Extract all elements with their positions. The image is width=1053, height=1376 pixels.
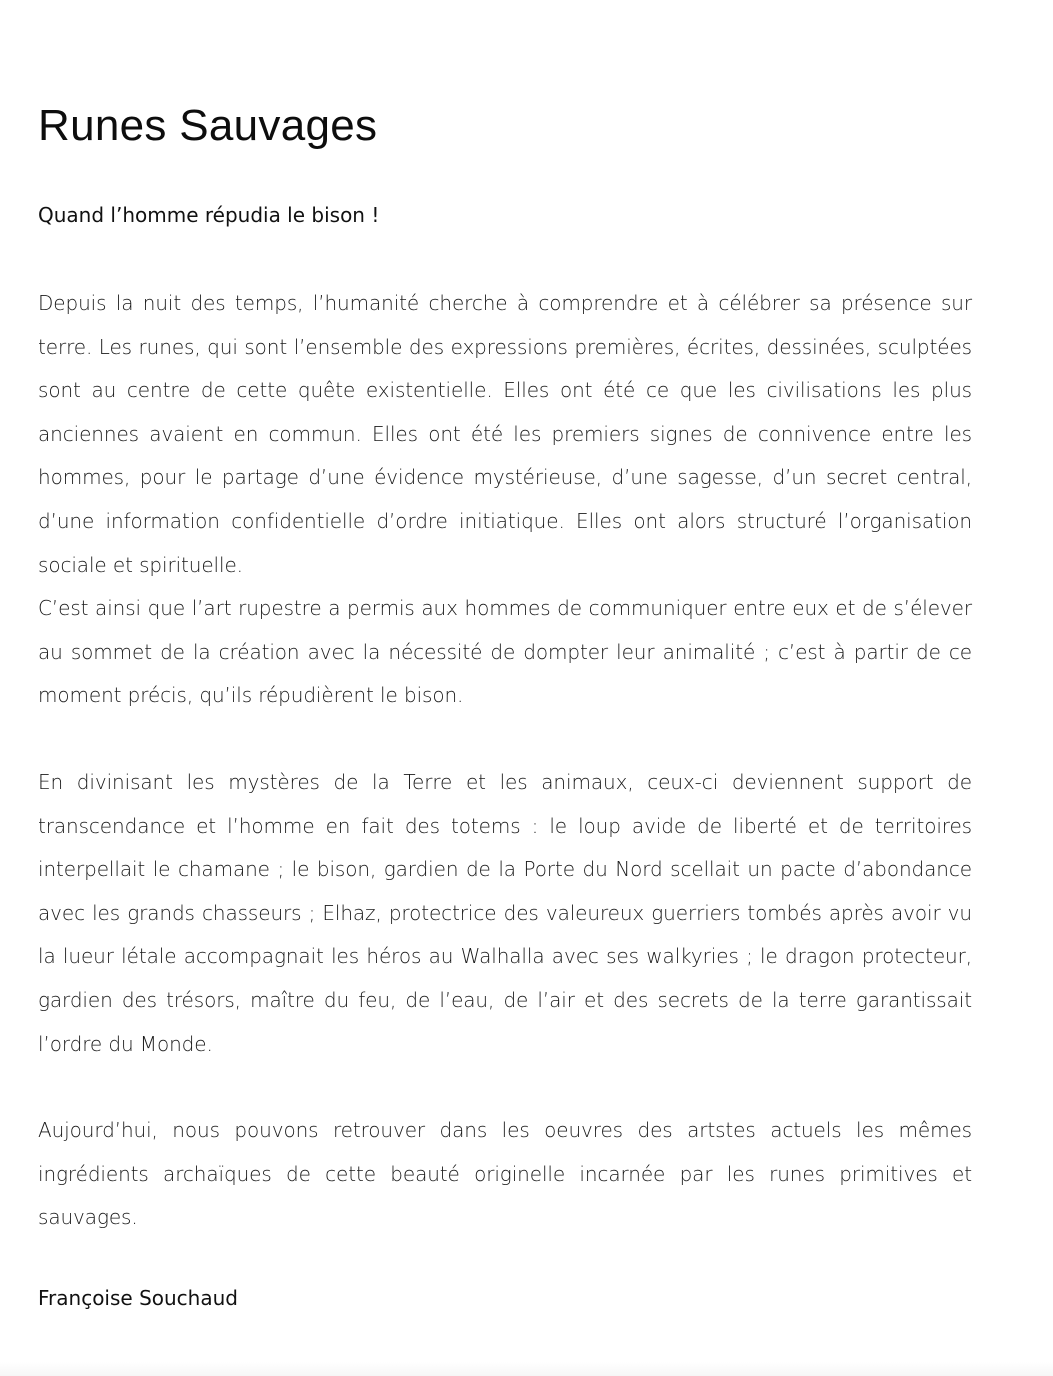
paragraph-intro: Depuis la nuit des temps, l’humanité cherche à comprendre et à célébrer sa présence sur terre. Les runes, qui sont l’ensemble des expressions premières, écrites, dessinées, sculptées sont au centre de cette quête existentielle. Elles ont été ce que les civilisations les plus anciennes avaient en commun. Elles ont été les premiers signes de connivence entre les hommes, pour le partage d’une évidence mystérieuse, d’une sagesse, d’un secret central, d’une information confidentielle d’ordre initiatique. Elles ont alors structuré l’organisation sociale et spirituelle. — [38, 291, 972, 577]
article-subtitle: Quand l’homme répudia le bison ! — [38, 203, 380, 227]
author-signature: Françoise Souchaud — [38, 1285, 238, 1310]
paragraph-totems: En divinisant les mystères de la Terre et les animaux, ceux-ci deviennent support de transcendance et l’homme en fait des totems : le loup avide de liberté et de territoires interpellait le chamane ; le bison, gardien de la Porte du Nord scellait un pacte d’abondance avec les grands chasseurs ; Elhaz, protectrice des valeureux guerriers tombés après avoir vu la lueur létale accompagnait les héros au Walhalla avec ses walkyries ; le dragon protecteur, gardien des trésors, maître du feu, de l’eau, de l’air et des secrets de la terre garantissait l’ordre du Monde. — [38, 769, 972, 1056]
article — [38, 96, 972, 1313]
paragraph-conclusion: Aujourd’hui, nous pouvons retrouver dans les oeuvres des artstes actuels les mêmes ingrédients archaïques de cette beauté originelle incarnée par les runes primitives et sauvages. — [38, 1118, 972, 1230]
paragraph-rupestre: C’est ainsi que l’art rupestre a permis aux hommes de communiquer entre eux et de s’élever au sommet de la création avec la nécessité de dompter leur animalité ; c’est à partir de ce moment précis, qu’ils répudièrent le bison. — [38, 596, 972, 708]
page-title: Runes Sauvages — [38, 101, 378, 150]
page-bottom-edge — [0, 1362, 1053, 1376]
